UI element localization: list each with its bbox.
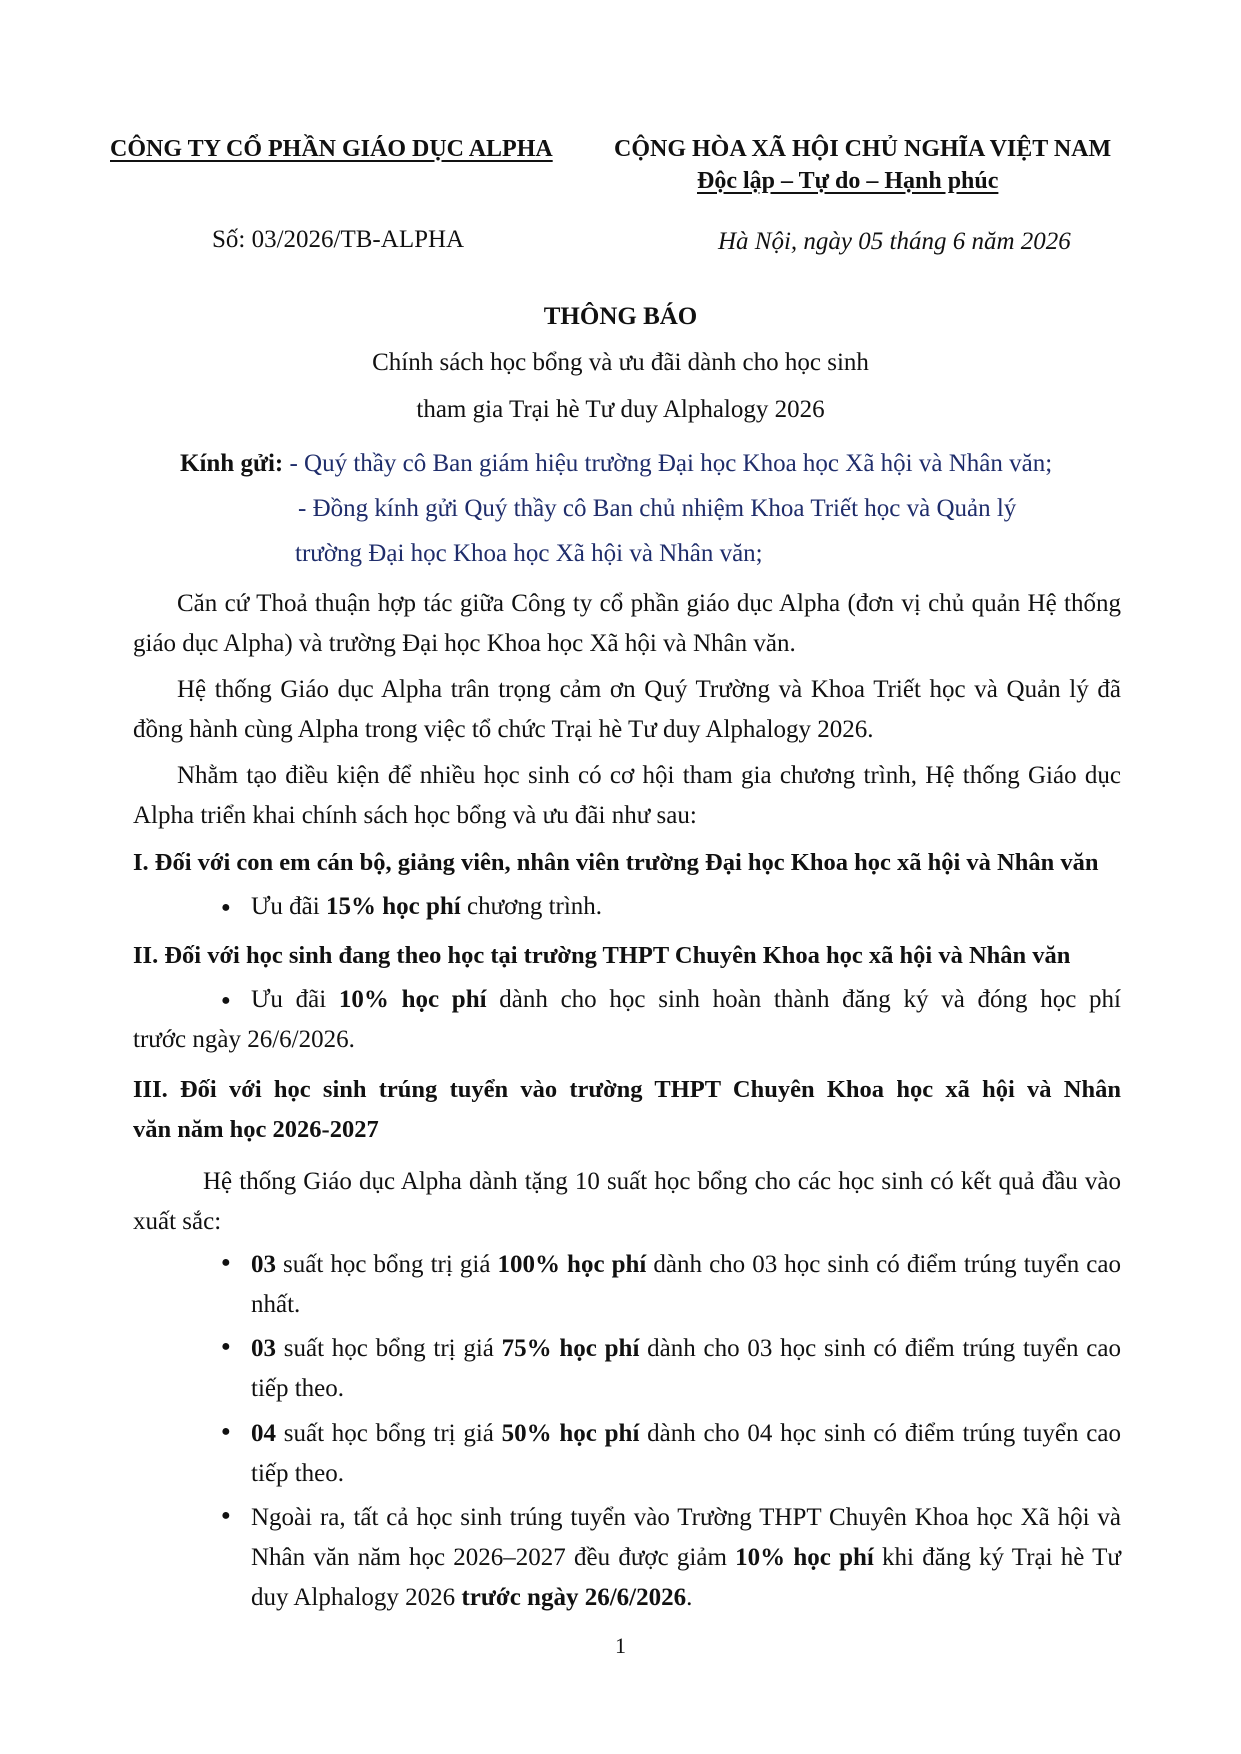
bullet-dot: ● [221, 1338, 231, 1355]
bullet-dot: ● [221, 1423, 231, 1440]
paragraph-legal-basis: Căn cứ Thoả thuận hợp tác giữa Công ty cổ phần giáo dục Alpha (đơn vị chủ quản Hệ thống giáo dục Alpha) và trường Đại học Khoa học Xã hội và Nhân văn. [133, 590, 1121, 657]
extra-discount-value: 10% học phí [735, 1544, 874, 1571]
section2-bullet [251, 986, 1121, 1014]
paragraph-thanks: Hệ thống Giáo dục Alpha trân trọng cảm ơn Quý Trường và Khoa Triết học và Quản lý đã đồng hành cùng Alpha trong việc tổ chức Trại hè Tư duy Alphalogy 2026. [133, 676, 1121, 743]
document-title: THÔNG BÁO [543, 303, 698, 330]
scholarship-value: 75% học phí [501, 1335, 640, 1362]
scholarship-bullet-1 [251, 1245, 1121, 1325]
section1-bullet-tail: chương trình. [460, 893, 603, 920]
scholarship-count: 04 [251, 1420, 276, 1447]
scholarship-recipients: dành cho 03 học sinh có điểm trúng tuyển cao tiếp theo. [251, 1335, 1121, 1402]
document-subtitle-line1: Chính sách học bổng và ưu đãi dành cho học sinh [372, 349, 869, 376]
section3-intro: Hệ thống Giáo dục Alpha dành tặng 10 suất học bổng cho các học sinh có kết quả đầu vào xuất sắc: [133, 1168, 1121, 1235]
recipient-principal: - Quý thầy cô Ban giám hiệu trường Đại học Khoa học Xã hội và Nhân văn; [283, 450, 1053, 477]
company-name: CÔNG TY CỔ PHẦN GIÁO DỤC ALPHA [110, 136, 553, 162]
section3-heading-line2: văn năm học 2026-2027 [133, 1116, 379, 1143]
bullet-dot: ● [221, 899, 231, 916]
scholarship-text: suất học bổng trị giá [276, 1420, 502, 1447]
section1-heading: I. Đối với con em cán bộ, giảng viên, nhân viên trường Đại học Khoa học xã hội và Nhân văn [133, 849, 1099, 876]
section2-bullet-continuation: trước ngày 26/6/2026. [133, 1026, 355, 1053]
extra-discount-condition: khi đăng ký Trại hè Tư duy Alphalogy 2026 [251, 1544, 1121, 1611]
recipient-line1 [180, 450, 1052, 478]
bullet-dot: ● [221, 992, 231, 1009]
section1-bullet [251, 893, 602, 921]
place-and-date: Hà Nội, ngày 05 tháng 6 năm 2026 [718, 228, 1071, 255]
scholarship-recipients: dành cho 04 học sinh có điểm trúng tuyển cao tiếp theo. [251, 1420, 1121, 1487]
scholarship-bullet-2 [251, 1329, 1121, 1409]
section2-bullet-tail: dành cho học sinh hoàn thành đăng ký và đóng học phí [486, 986, 1121, 1013]
scholarship-value: 100% học phí [497, 1251, 647, 1278]
scholarship-count: 03 [251, 1335, 276, 1362]
section1-bullet-text: Ưu đãi [251, 893, 326, 920]
document-subtitle-line2: tham gia Trại hè Tư duy Alphalogy 2026 [416, 396, 825, 423]
scholarship-count: 03 [251, 1251, 276, 1278]
national-motto: Độc lập – Tự do – Hạnh phúc [697, 168, 999, 194]
scholarship-text: suất học bổng trị giá [276, 1335, 502, 1362]
scholarship-bullet-3 [251, 1414, 1121, 1494]
paragraph-purpose: Nhằm tạo điều kiện để nhiều học sinh có cơ hội tham gia chương trình, Hệ thống Giáo dục Alpha triển khai chính sách học bổng và ưu đãi như sau: [133, 762, 1121, 829]
scholarship-recipients: dành cho 03 học sinh có điểm trúng tuyển cao nhất. [251, 1251, 1121, 1318]
scholarship-value: 50% học phí [501, 1420, 640, 1447]
section3-heading-line1: III. Đối với học sinh trúng tuyển vào trường THPT Chuyên Khoa học xã hội và Nhân [133, 1076, 1121, 1103]
extra-discount-bullet [251, 1498, 1121, 1618]
section2-bullet-discount: 10% học phí [338, 986, 487, 1013]
bullet-dot: ● [221, 1254, 231, 1271]
section1-bullet-discount: 15% học phí [325, 893, 461, 920]
section2-heading: II. Đối với học sinh đang theo học tại trường THPT Chuyên Khoa học xã hội và Nhân văn [133, 942, 1071, 969]
document-number: Số: 03/2026/TB-ALPHA [212, 226, 465, 253]
bullet-dot: ● [221, 1507, 231, 1524]
section2-bullet-text: Ưu đãi [251, 986, 339, 1013]
extra-discount-deadline: trước ngày 26/6/2026 [461, 1584, 687, 1611]
country-name: CỘNG HÒA XÃ HỘI CHỦ NGHĨA VIỆT NAM [614, 136, 1112, 162]
page-number: 1 [615, 1633, 626, 1658]
extra-discount-text: Ngoài ra, tất cả học sinh trúng tuyển vào Trường THPT Chuyên Khoa học Xã hội và Nhân văn năm học 2026–2027 đều được giảm [251, 1504, 1121, 1571]
recipient-line2: - Đồng kính gửi Quý thầy cô Ban chủ nhiệm Khoa Triết học và Quản lý [298, 495, 1017, 522]
extra-discount-end: . [686, 1584, 693, 1611]
recipient-line3: trường Đại học Khoa học Xã hội và Nhân văn; [295, 540, 763, 567]
recipient-label: Kính gửi: [180, 450, 284, 477]
scholarship-text: suất học bổng trị giá [276, 1251, 498, 1278]
